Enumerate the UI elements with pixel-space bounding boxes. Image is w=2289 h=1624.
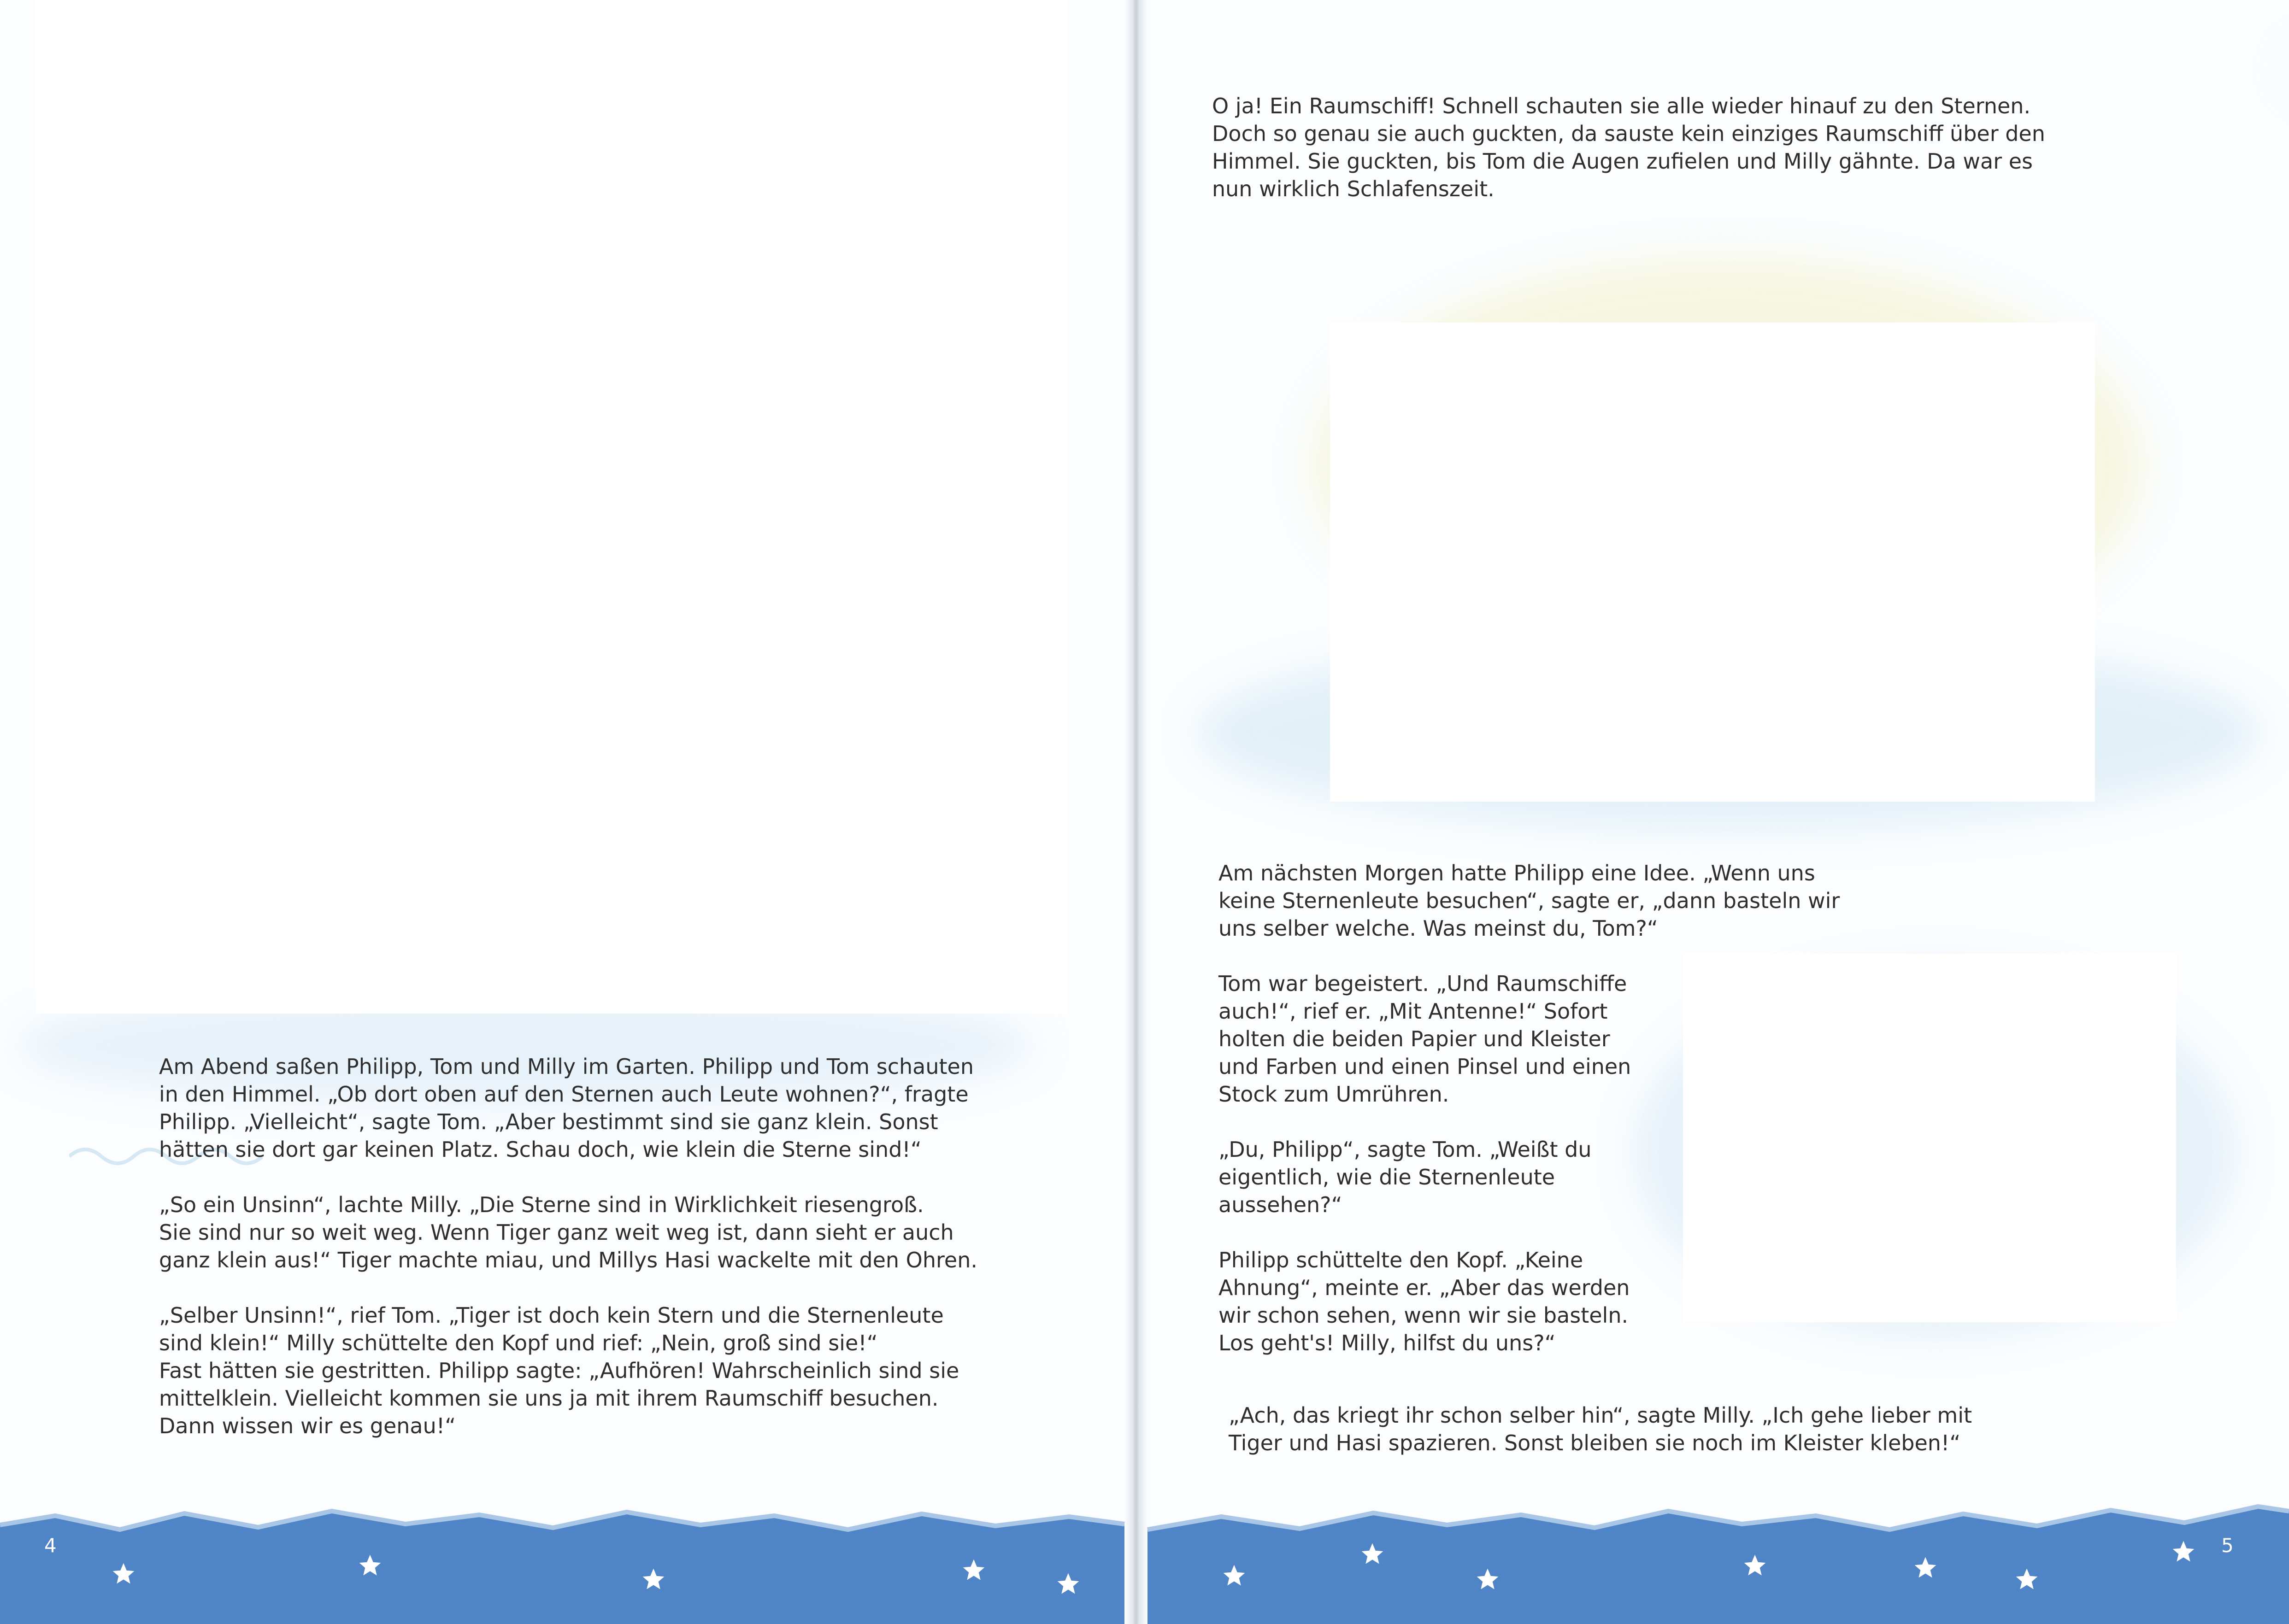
paragraph: Philipp schüttelte den Kopf. „Keine Ahnung“, meinte er. „Aber das werden wir schon sehen, wenn wir sie basteln. Los geht's! Milly, hilfst du uns?“ xyxy=(1218,1248,1630,1355)
paragraph: „Selber Unsinn!“, rief Tom. „Tiger ist doch kein Stern und die Sternenleute sind klein!“ Milly schüttelte den Kopf und rief: „Nein, groß sind sie!“ Fast hätten sie gestritten. Philipp sagte: „Aufhören! Wahrscheinlich sind sie mittelklein. Vielleicht kommen sie uns ja mit ihrem Raumschiff besuchen. Dann wissen wir es genau!“ xyxy=(159,1303,959,1438)
paragraph: Am nächsten Morgen hatte Philipp eine Idee. „Wenn uns keine Sternenleute besuchen“, sagte er, „dann basteln wir uns selber welche. Was meinst du, Tom?“ xyxy=(1218,861,1840,941)
right-page-bottom-text xyxy=(1229,1401,2058,1457)
book-gutter xyxy=(1124,0,1147,1624)
paragraph: „So ein Unsinn“, lachte Milly. „Die Sterne sind in Wirklichkeit riesengroß. Sie sind nur so weit weg. Wenn Tiger ganz weit weg ist, dann sieht er auch ganz klein aus!“ Tiger machte miau, und Millys Hasi wackelte mit den Ohren. xyxy=(159,1192,977,1272)
star-icon xyxy=(1359,1541,1385,1567)
torn-paper-band xyxy=(0,1497,2289,1624)
right-page xyxy=(1138,0,2289,1624)
paragraph: Am Abend saßen Philipp, Tom und Milly im Garten. Philipp und Tom schauten in den Himmel. „Ob dort oben auf den Sternen auch Leute wohnen?“, fragte Philipp. „Vielleicht“, sagte Tom. „Aber bestimmt sind sie ganz klein. Sonst hätten sie dort gar keinen Platz. Schau doch, wie klein die Sterne sind!“ xyxy=(159,1054,974,1162)
star-icon xyxy=(1742,1553,1768,1578)
star-icon xyxy=(1475,1566,1501,1592)
right-page-top-text xyxy=(1212,92,2065,203)
left-page-text xyxy=(159,1053,1012,1440)
page-number: 4 xyxy=(44,1534,57,1557)
star-icon xyxy=(641,1566,666,1592)
star-icon xyxy=(1055,1571,1081,1597)
star-icon xyxy=(961,1557,987,1583)
star-icon xyxy=(2014,1566,2040,1592)
page-number: 5 xyxy=(2221,1534,2234,1557)
paragraph: Tom war begeistert. „Und Raumschiffe auch!“, rief er. „Mit Antenne!“ Sofort holten die beiden Papier und Kleister und Farben und einen Pinsel und einen Stock zum Umrühren. xyxy=(1218,971,1631,1107)
star-icon xyxy=(1221,1563,1247,1589)
right-page-middle-text xyxy=(1218,859,1864,1357)
star-icon xyxy=(111,1561,136,1587)
paragraph: O ja! Ein Raumschiff! Schnell schauten sie alle wieder hinauf zu den Sternen. Doch so genau sie auch guckten, da sauste kein einziges Raumschiff über den Himmel. Sie guckten, bis Tom die Augen zufielen und Milly gähnte. Da war es nun wirklich Schlafenszeit. xyxy=(1212,94,2045,201)
star-icon xyxy=(357,1553,383,1578)
paragraph: „Ach, das kriegt ihr schon selber hin“, sagte Milly. „Ich gehe lieber mit Tiger und Hasi spazieren. Sonst bleiben sie noch im Kleister kleben!“ xyxy=(1229,1403,1972,1455)
star-icon xyxy=(2171,1539,2196,1565)
illustration-area xyxy=(36,0,1068,1014)
star-icon xyxy=(1912,1555,1938,1581)
left-page xyxy=(0,0,1131,1624)
illustration-area xyxy=(1330,322,2095,802)
bottom-band xyxy=(0,1497,2289,1624)
paragraph: „Du, Philipp“, sagte Tom. „Weißt du eigentlich, wie die Sternenleute aussehen?“ xyxy=(1218,1137,1592,1217)
